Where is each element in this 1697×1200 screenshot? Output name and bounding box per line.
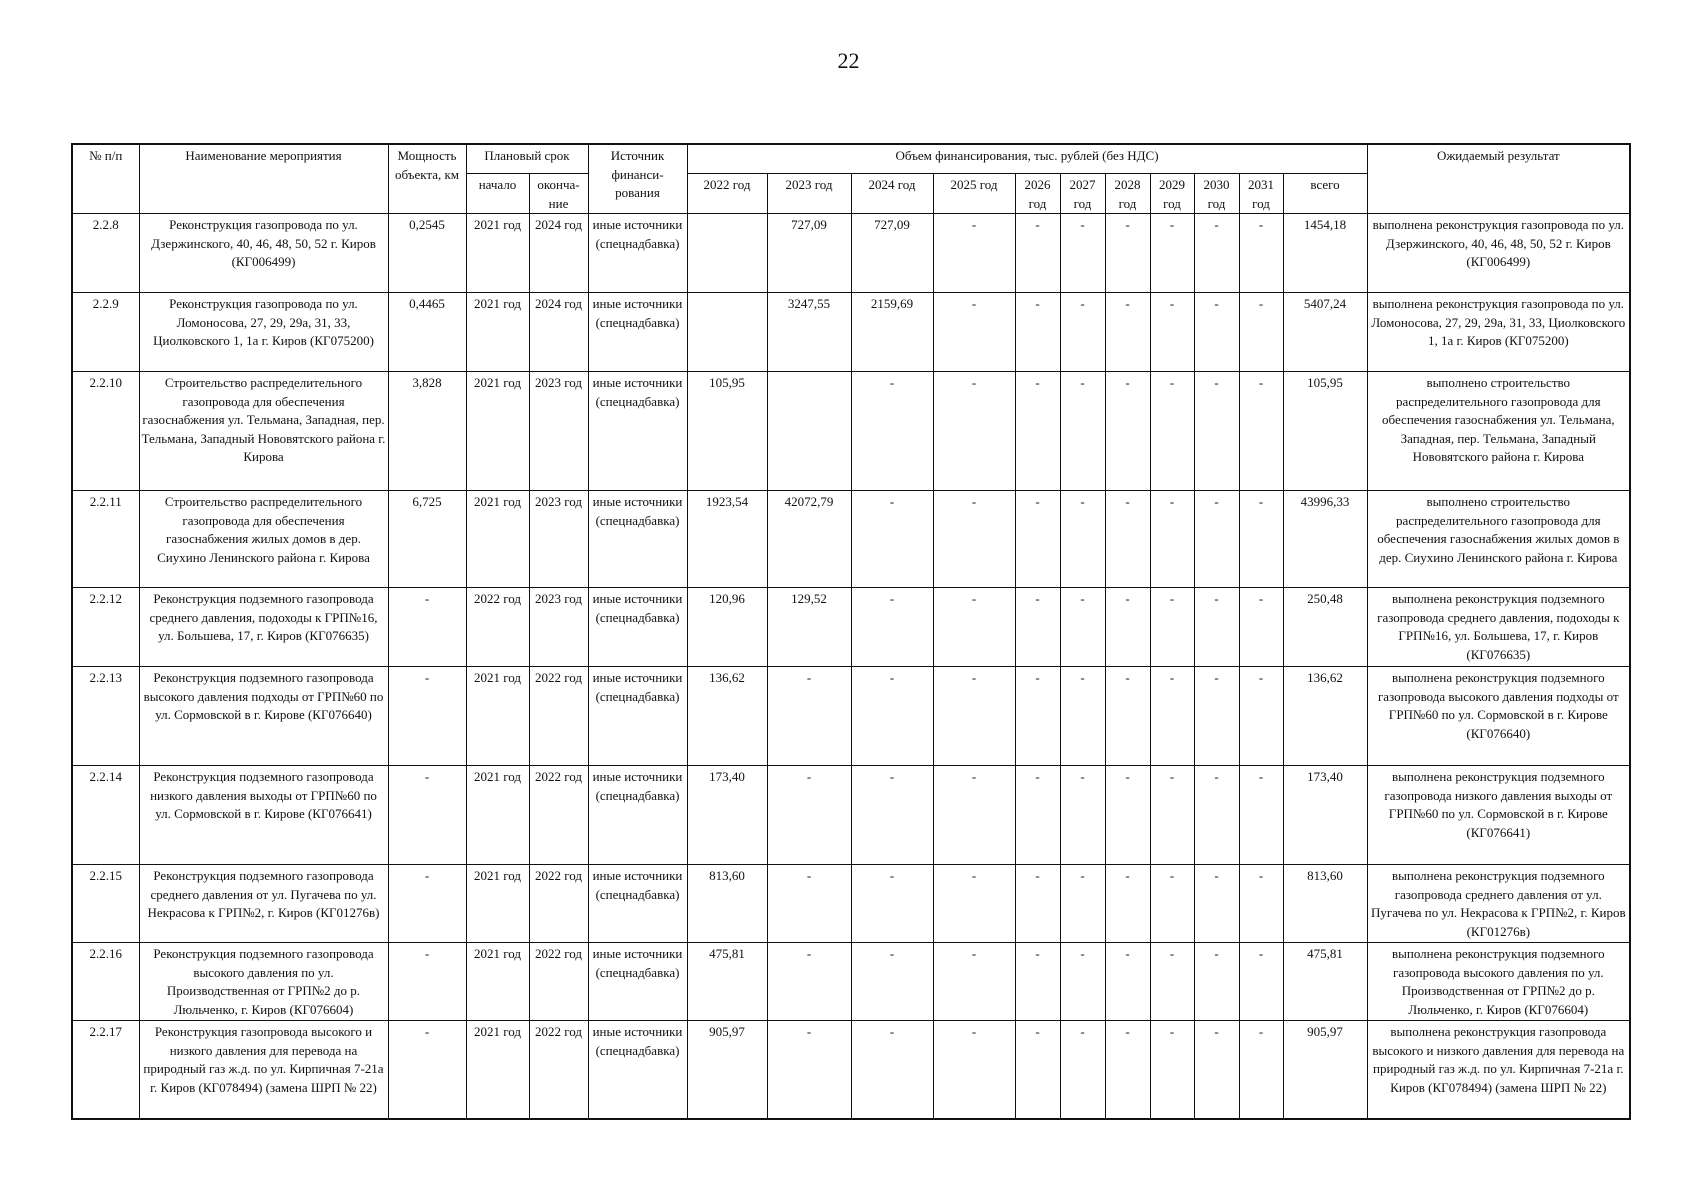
- row-start: 2021 год: [466, 372, 529, 491]
- col-end: оконча-ние: [529, 174, 588, 214]
- row-capacity: 6,725: [388, 491, 466, 588]
- col-year-2027: 2027 год: [1060, 174, 1105, 214]
- row-capacity: -: [388, 865, 466, 943]
- row-y2023: -: [767, 943, 851, 1021]
- row-source: иные источники (спецнадбавка): [588, 293, 687, 372]
- row-source: иные источники (спецнадбавка): [588, 865, 687, 943]
- row-y2029: -: [1150, 865, 1194, 943]
- row-name: Реконструкция подземного газопровода высокого давления по ул. Производственная от ГРП№2 до р. Люльченко, г. Киров (КГ076604): [139, 943, 388, 1021]
- table-row: [72, 372, 1630, 491]
- row-end: 2023 год: [529, 588, 588, 667]
- row-y2030: -: [1194, 214, 1239, 293]
- row-y2029: -: [1150, 943, 1194, 1021]
- table-header: [72, 144, 1630, 214]
- row-start: 2021 год: [466, 667, 529, 766]
- row-y2027: -: [1060, 588, 1105, 667]
- row-num: 2.2.15: [72, 865, 139, 943]
- row-y2026: -: [1015, 667, 1060, 766]
- row-y2025: -: [933, 372, 1015, 491]
- row-y2023: -: [767, 667, 851, 766]
- table-body: [72, 214, 1630, 1120]
- row-y2024: 727,09: [851, 214, 933, 293]
- row-y2023: -: [767, 766, 851, 865]
- row-result: выполнена реконструкция подземного газопровода высокого давления по ул. Производственная от ГРП№2 до р. Люльченко, г. Киров (КГ076604): [1367, 943, 1630, 1021]
- row-end: 2022 год: [529, 667, 588, 766]
- row-capacity: -: [388, 588, 466, 667]
- col-capacity: Мощность объекта, км: [388, 144, 466, 214]
- row-y2028: -: [1105, 491, 1150, 588]
- row-end: 2024 год: [529, 293, 588, 372]
- row-y2022: [687, 293, 767, 372]
- row-source: иные источники (спецнадбавка): [588, 667, 687, 766]
- row-y2031: -: [1239, 943, 1283, 1021]
- row-y2024: -: [851, 667, 933, 766]
- row-name: Реконструкция подземного газопровода среднего давления, подоходы к ГРП№16, ул. Большева, 17, г. Киров (КГ076635): [139, 588, 388, 667]
- row-y2027: -: [1060, 293, 1105, 372]
- row-y2022: 136,62: [687, 667, 767, 766]
- row-y2030: -: [1194, 1021, 1239, 1120]
- row-total: 173,40: [1283, 766, 1367, 865]
- row-y2031: -: [1239, 372, 1283, 491]
- row-y2027: -: [1060, 667, 1105, 766]
- table-row: [72, 293, 1630, 372]
- row-y2025: -: [933, 588, 1015, 667]
- row-capacity: 0,4465: [388, 293, 466, 372]
- funding-plan-table: [71, 143, 1631, 1120]
- row-y2024: -: [851, 943, 933, 1021]
- row-y2025: -: [933, 1021, 1015, 1120]
- row-start: 2021 год: [466, 293, 529, 372]
- row-y2022: [687, 214, 767, 293]
- row-y2026: -: [1015, 943, 1060, 1021]
- row-y2022: 120,96: [687, 588, 767, 667]
- row-y2029: -: [1150, 293, 1194, 372]
- table-row: [72, 588, 1630, 667]
- row-total: 813,60: [1283, 865, 1367, 943]
- row-y2028: -: [1105, 372, 1150, 491]
- row-source: иные источники (спецнадбавка): [588, 943, 687, 1021]
- row-y2024: -: [851, 1021, 933, 1120]
- row-y2028: -: [1105, 293, 1150, 372]
- row-y2030: -: [1194, 588, 1239, 667]
- col-num: № п/п: [72, 144, 139, 214]
- col-source: Источник финанси-рования: [588, 144, 687, 214]
- col-year-2030: 2030 год: [1194, 174, 1239, 214]
- row-y2031: -: [1239, 865, 1283, 943]
- row-y2024: -: [851, 865, 933, 943]
- page-number: 22: [837, 48, 860, 73]
- col-result: Ожидаемый результат: [1367, 144, 1630, 214]
- row-y2027: -: [1060, 372, 1105, 491]
- col-start: начало: [466, 174, 529, 214]
- row-source: иные источники (спецнадбавка): [588, 588, 687, 667]
- row-num: 2.2.8: [72, 214, 139, 293]
- row-y2022: 475,81: [687, 943, 767, 1021]
- row-y2023: [767, 372, 851, 491]
- row-source: иные источники (спецнадбавка): [588, 214, 687, 293]
- col-year-2026: 2026 год: [1015, 174, 1060, 214]
- row-total: 5407,24: [1283, 293, 1367, 372]
- row-num: 2.2.16: [72, 943, 139, 1021]
- row-result: выполнена реконструкция подземного газопровода среднего давления, подоходы к ГРП№16, ул. Большева, 17, г. Киров (КГ076635): [1367, 588, 1630, 667]
- row-end: 2023 год: [529, 491, 588, 588]
- row-y2028: -: [1105, 588, 1150, 667]
- row-y2027: -: [1060, 491, 1105, 588]
- col-year-2023: 2023 год: [767, 174, 851, 214]
- row-y2028: -: [1105, 1021, 1150, 1120]
- row-y2025: -: [933, 865, 1015, 943]
- row-name: Реконструкция подземного газопровода среднего давления от ул. Пугачева по ул. Некрасова к ГРП№2, г. Киров (КГ01276в): [139, 865, 388, 943]
- row-name: Строительство распределительного газопровода для обеспечения газоснабжения ул. Тельмана, Западная, пер. Тельмана, Западный Нововятского района г. Кирова: [139, 372, 388, 491]
- row-y2024: -: [851, 372, 933, 491]
- row-y2023: 3247,55: [767, 293, 851, 372]
- col-year-2022: 2022 год: [687, 174, 767, 214]
- col-term: Плановый срок: [466, 144, 588, 174]
- row-y2027: -: [1060, 865, 1105, 943]
- col-name: Наименование мероприятия: [139, 144, 388, 214]
- row-name: Реконструкция газопровода высокого и низкого давления для перевода на природный газ ж.д. по ул. Кирпичная 7-21а г. Киров (КГ078494) (замена ШРП № 22): [139, 1021, 388, 1120]
- row-total: 1454,18: [1283, 214, 1367, 293]
- row-total: 905,97: [1283, 1021, 1367, 1120]
- col-year-2025: 2025 год: [933, 174, 1015, 214]
- row-start: 2021 год: [466, 214, 529, 293]
- row-start: 2021 год: [466, 1021, 529, 1120]
- row-y2025: -: [933, 293, 1015, 372]
- row-y2030: -: [1194, 372, 1239, 491]
- row-y2031: -: [1239, 214, 1283, 293]
- row-y2031: -: [1239, 1021, 1283, 1120]
- row-name: Реконструкция подземного газопровода высокого давления подходы от ГРП№60 по ул. Сормовской в г. Кирове (КГ076640): [139, 667, 388, 766]
- row-y2023: -: [767, 865, 851, 943]
- table-row: [72, 865, 1630, 943]
- table-row: [72, 943, 1630, 1021]
- row-y2031: -: [1239, 766, 1283, 865]
- table-row: [72, 1021, 1630, 1120]
- row-y2028: -: [1105, 865, 1150, 943]
- row-y2028: -: [1105, 943, 1150, 1021]
- row-total: 475,81: [1283, 943, 1367, 1021]
- row-start: 2021 год: [466, 491, 529, 588]
- row-total: 136,62: [1283, 667, 1367, 766]
- row-num: 2.2.12: [72, 588, 139, 667]
- row-y2028: -: [1105, 667, 1150, 766]
- row-capacity: -: [388, 766, 466, 865]
- row-y2026: -: [1015, 865, 1060, 943]
- row-y2028: -: [1105, 214, 1150, 293]
- row-y2031: -: [1239, 667, 1283, 766]
- row-y2029: -: [1150, 1021, 1194, 1120]
- row-y2027: -: [1060, 1021, 1105, 1120]
- row-y2023: 129,52: [767, 588, 851, 667]
- row-y2026: -: [1015, 588, 1060, 667]
- row-y2030: -: [1194, 865, 1239, 943]
- row-num: 2.2.9: [72, 293, 139, 372]
- row-y2030: -: [1194, 667, 1239, 766]
- row-y2025: -: [933, 491, 1015, 588]
- row-y2023: 42072,79: [767, 491, 851, 588]
- row-name: Строительство распределительного газопровода для обеспечения газоснабжения жилых домов в дер. Сиухино Ленинского района г. Кирова: [139, 491, 388, 588]
- row-name: Реконструкция подземного газопровода низкого давления выходы от ГРП№60 по ул. Сормовской в г. Кирове (КГ076641): [139, 766, 388, 865]
- row-end: 2022 год: [529, 865, 588, 943]
- row-y2029: -: [1150, 588, 1194, 667]
- row-num: 2.2.17: [72, 1021, 139, 1120]
- row-y2026: -: [1015, 214, 1060, 293]
- row-y2029: -: [1150, 372, 1194, 491]
- col-year-2028: 2028 год: [1105, 174, 1150, 214]
- row-y2026: -: [1015, 491, 1060, 588]
- col-year-2029: 2029 год: [1150, 174, 1194, 214]
- row-y2026: -: [1015, 766, 1060, 865]
- row-end: 2023 год: [529, 372, 588, 491]
- row-result: выполнено строительство распределительного газопровода для обеспечения газоснабжения жилых домов в дер. Сиухино Ленинского района г. Кирова: [1367, 491, 1630, 588]
- row-result: выполнена реконструкция подземного газопровода среднего давления от ул. Пугачева по ул. Некрасова к ГРП№2, г. Киров (КГ01276в): [1367, 865, 1630, 943]
- row-y2023: 727,09: [767, 214, 851, 293]
- row-start: 2021 год: [466, 766, 529, 865]
- row-y2027: -: [1060, 214, 1105, 293]
- row-name: Реконструкция газопровода по ул. Ломоносова, 27, 29, 29а, 31, 33, Циолковского 1, 1а г. Киров (КГ075200): [139, 293, 388, 372]
- row-y2022: 1923,54: [687, 491, 767, 588]
- row-result: выполнена реконструкция газопровода высокого и низкого давления для перевода на природный газ ж.д. по ул. Кирпичная 7-21а г. Киров (КГ078494) (замена ШРП № 22): [1367, 1021, 1630, 1120]
- col-funding: Объем финансирования, тыс. рублей (без НДС): [687, 144, 1367, 174]
- row-y2027: -: [1060, 766, 1105, 865]
- row-y2026: -: [1015, 293, 1060, 372]
- row-y2030: -: [1194, 766, 1239, 865]
- row-y2029: -: [1150, 766, 1194, 865]
- row-total: 43996,33: [1283, 491, 1367, 588]
- row-end: 2022 год: [529, 943, 588, 1021]
- row-y2022: 105,95: [687, 372, 767, 491]
- col-total: всего: [1283, 174, 1367, 214]
- row-y2031: -: [1239, 588, 1283, 667]
- row-result: выполнена реконструкция газопровода по ул. Дзержинского, 40, 46, 48, 50, 52 г. Киров (КГ006499): [1367, 214, 1630, 293]
- row-capacity: -: [388, 1021, 466, 1120]
- row-result: выполнена реконструкция газопровода по ул. Ломоносова, 27, 29, 29а, 31, 33, Циолковского 1, 1а г. Киров (КГ075200): [1367, 293, 1630, 372]
- row-capacity: 3,828: [388, 372, 466, 491]
- row-y2024: -: [851, 491, 933, 588]
- row-y2028: -: [1105, 766, 1150, 865]
- row-y2029: -: [1150, 214, 1194, 293]
- row-y2031: -: [1239, 491, 1283, 588]
- row-capacity: -: [388, 667, 466, 766]
- row-y2029: -: [1150, 491, 1194, 588]
- col-year-2024: 2024 год: [851, 174, 933, 214]
- row-start: 2021 год: [466, 865, 529, 943]
- row-y2025: -: [933, 214, 1015, 293]
- row-num: 2.2.14: [72, 766, 139, 865]
- row-result: выполнена реконструкция подземного газопровода низкого давления выходы от ГРП№60 по ул. Сормовской в г. Кирове (КГ076641): [1367, 766, 1630, 865]
- row-end: 2024 год: [529, 214, 588, 293]
- row-num: 2.2.11: [72, 491, 139, 588]
- row-source: иные источники (спецнадбавка): [588, 766, 687, 865]
- row-y2022: 813,60: [687, 865, 767, 943]
- row-result: выполнена реконструкция подземного газопровода высокого давления подходы от ГРП№60 по ул. Сормовской в г. Кирове (КГ076640): [1367, 667, 1630, 766]
- row-y2024: 2159,69: [851, 293, 933, 372]
- row-source: иные источники (спецнадбавка): [588, 491, 687, 588]
- row-result: выполнено строительство распределительного газопровода для обеспечения газоснабжения ул. Тельмана, Западная, пер. Тельмана, Западный Нововятского района г. Кирова: [1367, 372, 1630, 491]
- row-y2023: -: [767, 1021, 851, 1120]
- row-y2026: -: [1015, 372, 1060, 491]
- row-y2025: -: [933, 766, 1015, 865]
- row-y2022: 173,40: [687, 766, 767, 865]
- row-y2026: -: [1015, 1021, 1060, 1120]
- row-num: 2.2.10: [72, 372, 139, 491]
- row-total: 105,95: [1283, 372, 1367, 491]
- row-capacity: -: [388, 943, 466, 1021]
- col-year-2031: 2031 год: [1239, 174, 1283, 214]
- row-source: иные источники (спецнадбавка): [588, 1021, 687, 1120]
- row-source: иные источники (спецнадбавка): [588, 372, 687, 491]
- row-y2025: -: [933, 667, 1015, 766]
- row-y2031: -: [1239, 293, 1283, 372]
- table-row: [72, 214, 1630, 293]
- row-capacity: 0,2545: [388, 214, 466, 293]
- row-y2024: -: [851, 588, 933, 667]
- row-start: 2022 год: [466, 588, 529, 667]
- row-end: 2022 год: [529, 766, 588, 865]
- table-row: [72, 667, 1630, 766]
- row-start: 2021 год: [466, 943, 529, 1021]
- row-y2024: -: [851, 766, 933, 865]
- row-y2030: -: [1194, 293, 1239, 372]
- row-name: Реконструкция газопровода по ул. Дзержинского, 40, 46, 48, 50, 52 г. Киров (КГ006499): [139, 214, 388, 293]
- row-end: 2022 год: [529, 1021, 588, 1120]
- table-row: [72, 491, 1630, 588]
- row-y2029: -: [1150, 667, 1194, 766]
- row-num: 2.2.13: [72, 667, 139, 766]
- row-y2025: -: [933, 943, 1015, 1021]
- row-y2022: 905,97: [687, 1021, 767, 1120]
- row-y2027: -: [1060, 943, 1105, 1021]
- row-y2030: -: [1194, 491, 1239, 588]
- row-y2030: -: [1194, 943, 1239, 1021]
- row-total: 250,48: [1283, 588, 1367, 667]
- table-row: [72, 766, 1630, 865]
